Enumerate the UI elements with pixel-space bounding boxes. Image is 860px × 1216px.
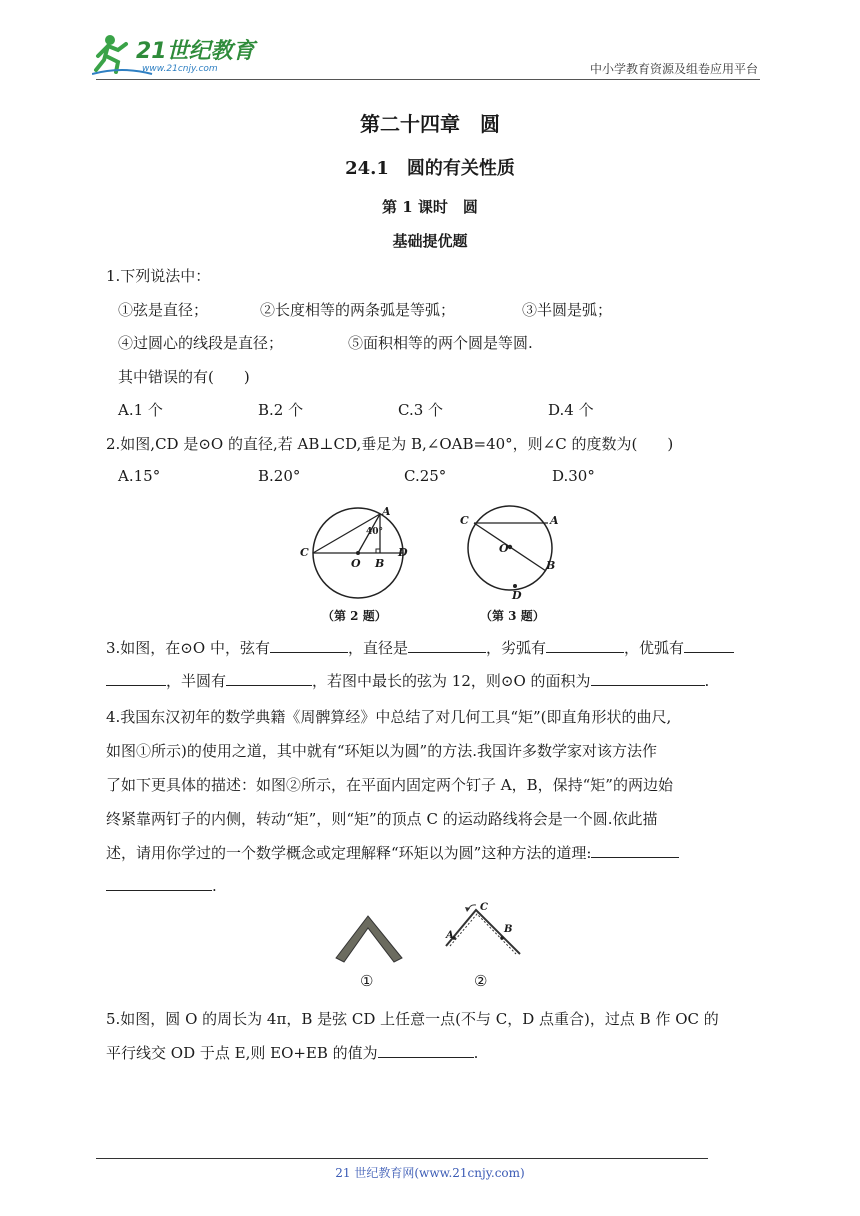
q3-text-6: ，若图中最长的弦为 12，则⊙O 的面积为	[312, 672, 591, 690]
q1-stem: 1.下列说法中：	[106, 267, 211, 285]
q1-question: 其中错误的有( )	[118, 368, 250, 386]
q1-option-b: B.2 个	[258, 401, 304, 419]
q3-text-1: 3.如图，在⊙O 中，弦有	[106, 639, 270, 657]
q5-text-2: 平行线交 OD 于点 E,则 EO+EB 的值为	[106, 1044, 378, 1062]
fig2-label-a: A	[382, 505, 391, 518]
q5-line-2	[106, 1042, 478, 1063]
footer-divider	[96, 1158, 708, 1159]
fig2-label-c: C	[300, 546, 309, 559]
q4-line-4: 终紧靠两钉子的内侧，转动“矩”，则“矩”的顶点 C 的运动路线将会是一个圆.依此描	[106, 810, 658, 828]
q3-blank-semicircles[interactable]	[226, 671, 312, 686]
q3-blank-minor-arcs[interactable]	[546, 638, 624, 653]
fig2-label-o: O	[351, 557, 361, 570]
q3-line-1	[106, 637, 734, 658]
fig2-label-b: B	[375, 557, 385, 570]
fig2-caption: （第 2 题）	[322, 609, 387, 623]
footer-link[interactable]: 21 世纪教育网(www.21cnjy.com)	[335, 1166, 525, 1180]
q4-blank-b[interactable]	[106, 876, 212, 891]
fig3-label-b: B	[546, 559, 556, 572]
q3-text-2: ，直径是	[347, 639, 408, 657]
q1-option-d: D.4 个	[548, 401, 594, 419]
q3-blank-area[interactable]	[591, 671, 705, 686]
q2-stem: 2.如图,CD 是⊙O 的直径,若 AB⊥CD,垂足为 B,∠OAB=40°，则∠C 的度数为( )	[106, 435, 674, 453]
q3-text-3: ，劣弧有	[485, 639, 546, 657]
q2-option-d: D.30°	[552, 467, 595, 485]
q1-statement-3: ③半圆是弧；	[522, 301, 613, 319]
q1-statement-2: ②长度相等的两条弧是等弧；	[260, 301, 456, 319]
fig3-label-a: A	[550, 514, 559, 527]
q5-text-end: .	[473, 1044, 479, 1062]
figure-q2	[296, 505, 420, 605]
part-title: 基础提优题	[392, 232, 468, 250]
q1-statement-1: ①弦是直径；	[118, 301, 209, 319]
lesson-title: 第 1 课时 圆	[382, 198, 478, 216]
logo-text: 21世纪教育	[136, 39, 255, 64]
q3-blank-major-arcs-b[interactable]	[106, 671, 166, 686]
q1-option-c: C.3 个	[398, 401, 444, 419]
figure-q3	[458, 505, 568, 605]
q2-option-c: C.25°	[404, 467, 447, 485]
q1-statement-4: ④过圆心的线段是直径；	[118, 334, 284, 352]
figure-q4-construction	[440, 900, 530, 962]
q3-blank-chords[interactable]	[270, 638, 348, 653]
header-platform-text: 中小学教育资源及组卷应用平台	[589, 62, 758, 76]
q4-text-6: .	[212, 877, 217, 895]
fig4-label-b: B	[504, 924, 513, 935]
fig3-label-c: C	[460, 514, 469, 527]
q3-text-7: .	[704, 672, 710, 690]
section-title: 24.1 圆的有关性质	[345, 158, 515, 179]
q4-text-5: 述，请用你学过的一个数学概念或定理解释“环矩以为圆”这种方法的道理:	[106, 844, 592, 862]
fig4-label-c: C	[480, 902, 488, 913]
fig4-caption-2: ②	[474, 972, 488, 990]
q4-line-6	[106, 876, 217, 895]
fig3-label-o: O	[499, 542, 509, 555]
q5-line-1: 5.如图，圆 O 的周长为 4π，B 是弦 CD 上任意一点(不与 C，D 点重合)，过点 B 作 OC 的	[106, 1010, 719, 1028]
q3-text-5: ，半圆有	[166, 672, 227, 690]
fig4-label-a: A	[446, 930, 454, 941]
fig3-label-d: D	[512, 589, 522, 602]
q4-line-3: 了如下更具体的描述：如图②所示，在平面内固定两个钉子 A，B，保持“矩”的两边始	[106, 776, 673, 794]
fig3-caption: （第 3 题）	[480, 609, 545, 623]
figure-q4-ruler	[330, 906, 420, 966]
q4-blank-a[interactable]	[591, 843, 679, 858]
site-logo	[92, 30, 262, 80]
fig2-label-d: D	[398, 546, 408, 559]
fig2-angle-label: 40°	[366, 527, 384, 537]
q1-statement-5: ⑤面积相等的两个圆是等圆.	[348, 334, 533, 352]
q1-option-a: A.1 个	[118, 401, 163, 419]
chapter-title: 第二十四章 圆	[360, 112, 500, 136]
q2-option-b: B.20°	[258, 467, 301, 485]
q3-blank-diameter[interactable]	[408, 638, 486, 653]
fig4-caption-1: ①	[360, 972, 374, 990]
q3-blank-major-arcs-a[interactable]	[684, 638, 734, 653]
carpenter-square-icon	[330, 906, 420, 966]
logo-url: www.21cnjy.com	[142, 64, 218, 74]
q5-blank[interactable]	[378, 1043, 474, 1058]
q3-line-2	[106, 670, 709, 691]
q2-option-a: A.15°	[118, 467, 161, 485]
q4-line-1: 4.我国东汉初年的数学典籍《周髀算经》中总结了对几何工具“矩”(即直角形状的曲尺,	[106, 708, 672, 726]
q4-line-5	[106, 842, 679, 863]
q4-line-2: 如图①所示)的使用之道，其中就有“环矩以为圆”的方法.我国许多数学家对该方法作	[106, 742, 657, 760]
header-divider	[96, 79, 760, 80]
q3-text-4: ，优弧有	[623, 639, 684, 657]
